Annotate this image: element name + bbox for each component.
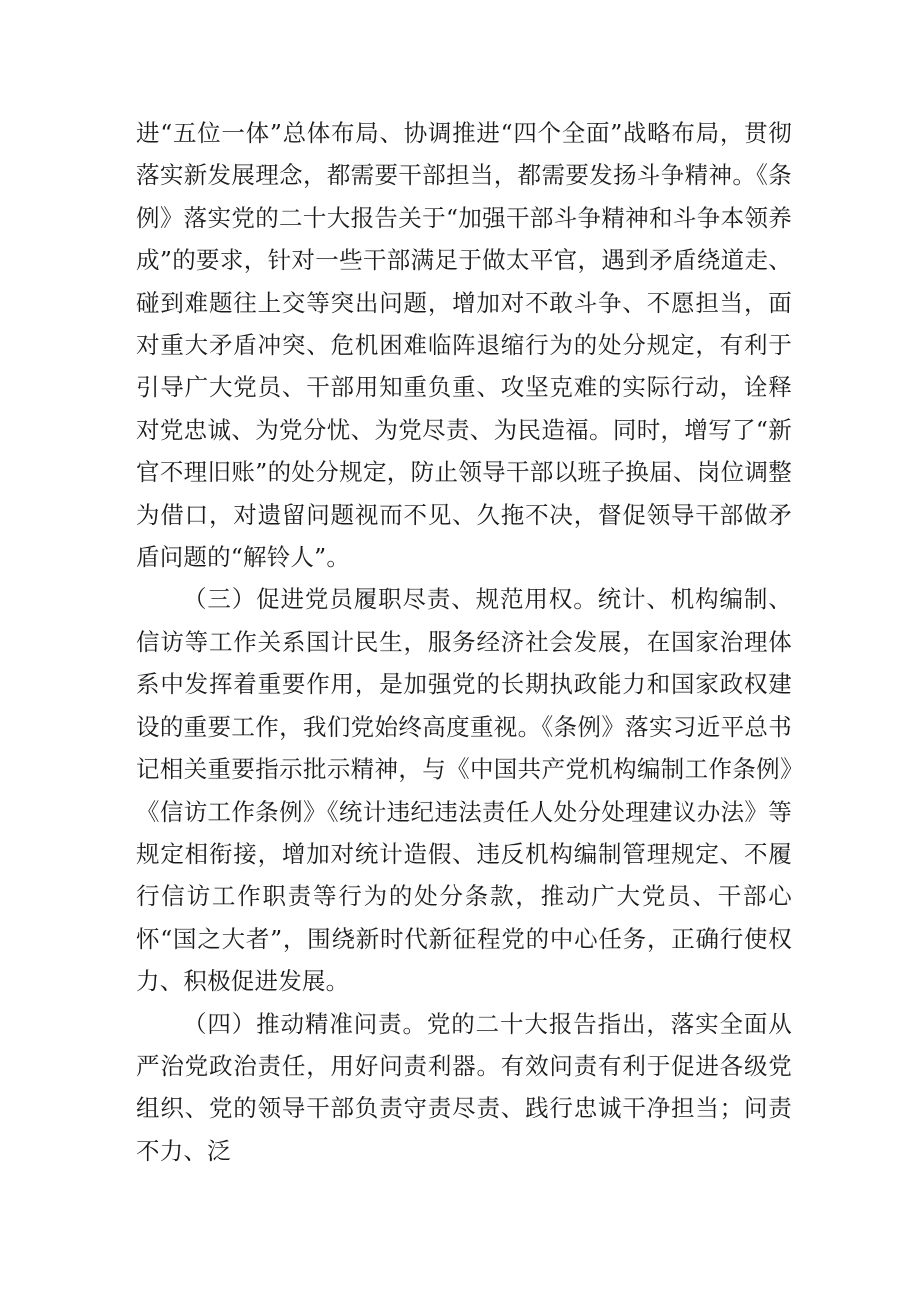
paragraph-continuation: 进“五位一体”总体布局、协调推进“四个全面”战略布局，贯彻落实新发展理念，都需要干部担当，都需要发扬斗争精神。《条例》落实党的二十大报告关于“加强干部斗争精神和斗争本领养成”的要求，针对一些干部满足于做太平官，遇到矛盾绕道走、碰到难题往上交等突出问题，增加对不敢斗争、不愿担当，面对重大矛盾冲突、危机困难临阵退缩行为的处分规定，有利于引导广大党员、干部用知重负重、攻坚克难的实际行动，诠释对党忠诚、为党分忧、为党尽责、为民造福。同时，增写了“新官不理旧账”的处分规定，防止领导干部以班子换届、岗位调整为借口，对遗留问题视而不见、久拖不决，督促领导干部做矛盾问题的“解铃人”。 <box>136 119 792 572</box>
document-body <box>136 112 792 1172</box>
paragraph-section-4: （四）推动精准问责。党的二十大报告指出，落实全面从严治党政治责任，用好问责利器。有效问责有利于促进各级党组织、党的领导干部负责守责尽责、践行忠诚干净担当；问责不力、泛 <box>136 1009 792 1165</box>
paragraph-section-3: （三）促进党员履职尽责、规范用权。统计、机构编制、信访等工作关系国计民生，服务经济社会发展，在国家治理体系中发挥着重要作用，是加强党的长期执政能力和国家政权建设的重要工作，我们党始终高度重视。《条例》落实习近平总书记相关重要指示批示精神，与《中国共产党机构编制工作条例》《信访工作条例》《统计违纪违法责任人处分处理建议办法》等规定相衔接，增加对统计造假、违反机构编制管理规定、不履行信访工作职责等行为的处分条款，推动广大党员、干部心怀“国之大者”，围绕新时代新征程党的中心任务，正确行使权力、积极促进发展。 <box>136 585 792 996</box>
